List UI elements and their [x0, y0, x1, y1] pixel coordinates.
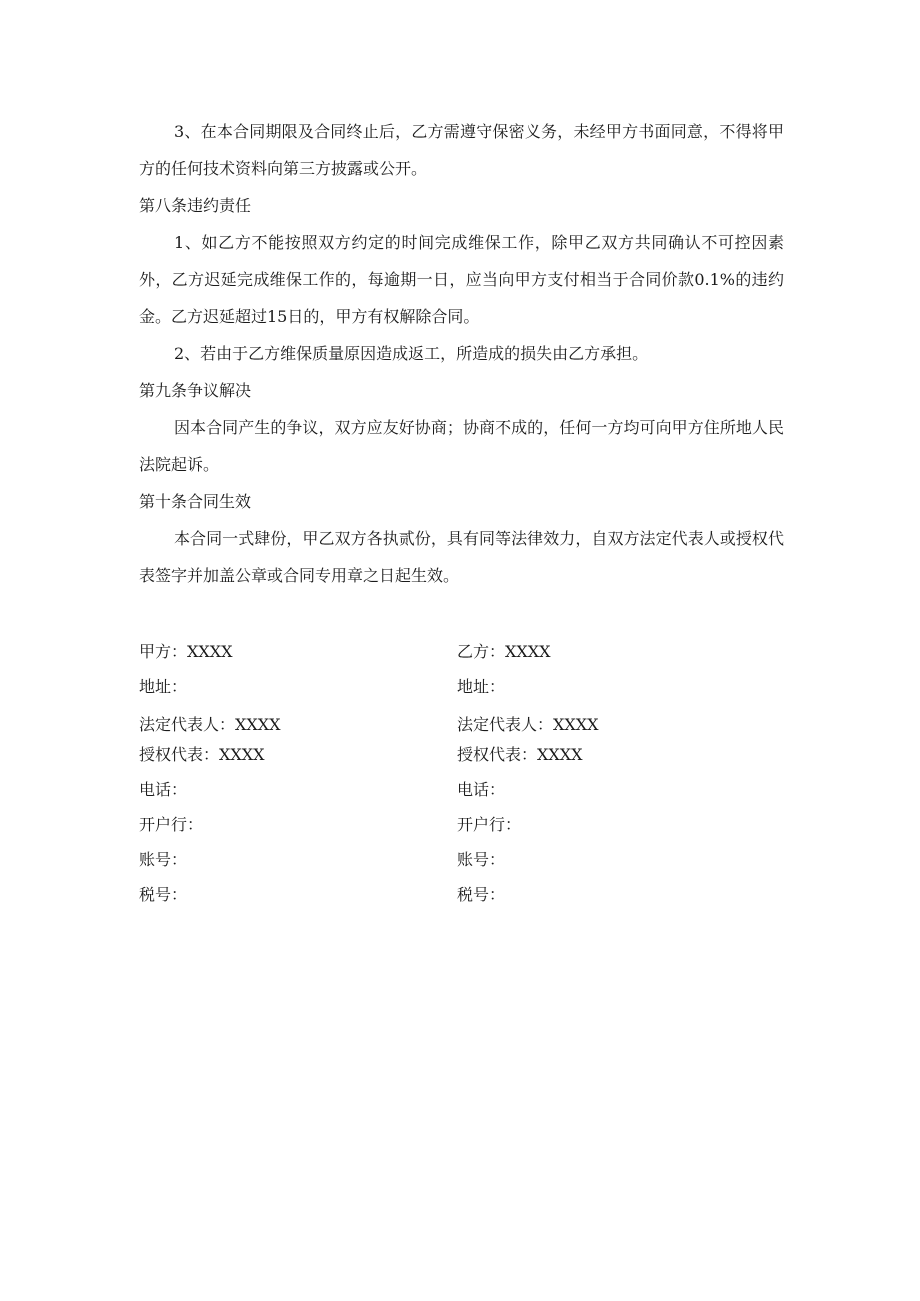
clause-8-1: 1、如乙方不能按照双方约定的时间完成维保工作，除甲乙双方共同确认不可控因素外，乙方迟延完成维保工作的，每逾期一日，应当向甲方支付相当于合同价款0.1%的违约金。乙方迟延超过15日的，甲方有权解除合同。: [139, 233, 784, 326]
party-b-phone: 电话：: [457, 780, 506, 799]
signature-row-legal-rep: [139, 709, 784, 739]
article-9-title: 第九条争议解决: [139, 381, 252, 400]
signature-row-account: [139, 844, 784, 879]
party-a-name: 甲方：XXXX: [139, 642, 233, 661]
signature-row-phone: [139, 774, 784, 809]
clause-9-1: 因本合同产生的争议，双方应友好协商；协商不成的，任何一方均可向甲方住所地人民法院起诉。: [139, 418, 784, 474]
party-b-authorized-rep: 授权代表：XXXX: [457, 745, 583, 764]
signature-row-address: [139, 671, 784, 709]
party-b-tax-id: 税号：: [457, 885, 506, 904]
clause-7-3: 3、在本合同期限及合同终止后，乙方需遵守保密义务，未经甲方书面同意，不得将甲方的任何技术资料向第三方披露或公开。: [139, 122, 784, 178]
signature-row-name: [139, 636, 784, 671]
signature-row-bank: [139, 809, 784, 844]
clause-10-1: 本合同一式肆份，甲乙双方各执贰份，具有同等法律效力，自双方法定代表人或授权代表签字并加盖公章或合同专用章之日起生效。: [139, 529, 784, 585]
party-a-authorized-rep: 授权代表：XXXX: [139, 745, 265, 764]
party-b-name: 乙方：XXXX: [457, 642, 551, 661]
party-a-address: 地址：: [139, 677, 188, 696]
article-8-title: 第八条违约责任: [139, 196, 252, 215]
party-b-account: 账号：: [457, 850, 506, 869]
signature-row-tax-id: [139, 879, 784, 911]
contract-body: [139, 113, 784, 594]
party-b-legal-rep: 法定代表人：XXXX: [457, 715, 599, 734]
party-a-legal-rep: 法定代表人：XXXX: [139, 715, 281, 734]
signature-block: [139, 636, 784, 911]
clause-8-2: 2、若由于乙方维保质量原因造成返工，所造成的损失由乙方承担。: [174, 344, 649, 363]
party-a-phone: 电话：: [139, 780, 188, 799]
signature-row-authorized-rep: [139, 739, 784, 774]
party-a-account: 账号：: [139, 850, 188, 869]
party-b-bank: 开户行：: [457, 815, 522, 834]
article-10-title: 第十条合同生效: [139, 492, 252, 511]
party-a-bank: 开户行：: [139, 815, 204, 834]
party-a-tax-id: 税号：: [139, 885, 188, 904]
party-b-address: 地址：: [457, 677, 506, 696]
